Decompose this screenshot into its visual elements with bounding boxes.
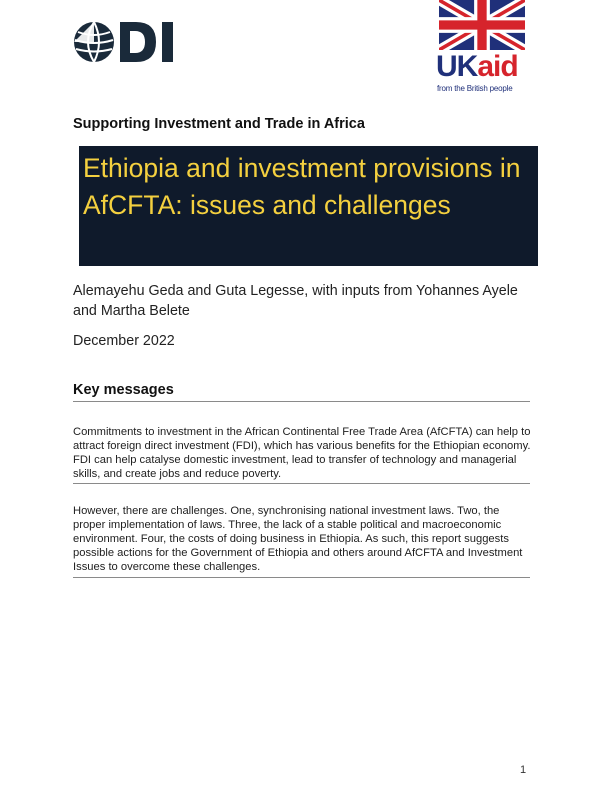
ukaid-wordmark [436, 52, 530, 82]
authors: Alemayehu Geda and Guta Legesse, with inputs from Yohannes Ayele and Martha Belete [73, 283, 518, 319]
title-banner [79, 146, 538, 266]
page-number: 1 [520, 764, 527, 776]
paragraph-divider-1 [73, 483, 530, 484]
key-message-paragraph-1: Commitments to investment in the African Continental Free Trade Area (AfCFTA) can help to attract foreign direct investment (FDI), which has various benefits for the Ethiopian economy. FDI can help catalyse domestic investment, lead to transfer of technology and managerial skills, and create jobs and reduce poverty. [73, 426, 531, 480]
series-label: Supporting Investment and Trade in Africa [73, 116, 365, 132]
odi-logo [72, 18, 192, 66]
heading-divider [73, 401, 530, 402]
report-title: Ethiopia and investment provisions in AfCFTA: issues and challenges [83, 153, 521, 220]
publication-date: December 2022 [73, 333, 175, 349]
key-message-paragraph-2: However, there are challenges. One, synchronising national investment laws. Two, the proper implementation of laws. Three, the lack of a stable political and macroeconomic environment. Four, the costs of doing business in Ethiopia. As such, this report suggests possible actions for the Government of Ethiopia and others around AfCFTA and Investment Issues to overcome these challenges. [73, 505, 523, 573]
union-jack-flag-icon [439, 0, 525, 50]
key-messages-heading: Key messages [73, 382, 174, 398]
ukaid-logo [436, 0, 530, 96]
ukaid-uk-text: UK [436, 50, 478, 83]
odi-logo-mark [72, 18, 190, 66]
paragraph-divider-2 [73, 577, 530, 578]
ukaid-tagline: from the British people [437, 84, 513, 93]
ukaid-aid-text: aid [477, 50, 518, 83]
